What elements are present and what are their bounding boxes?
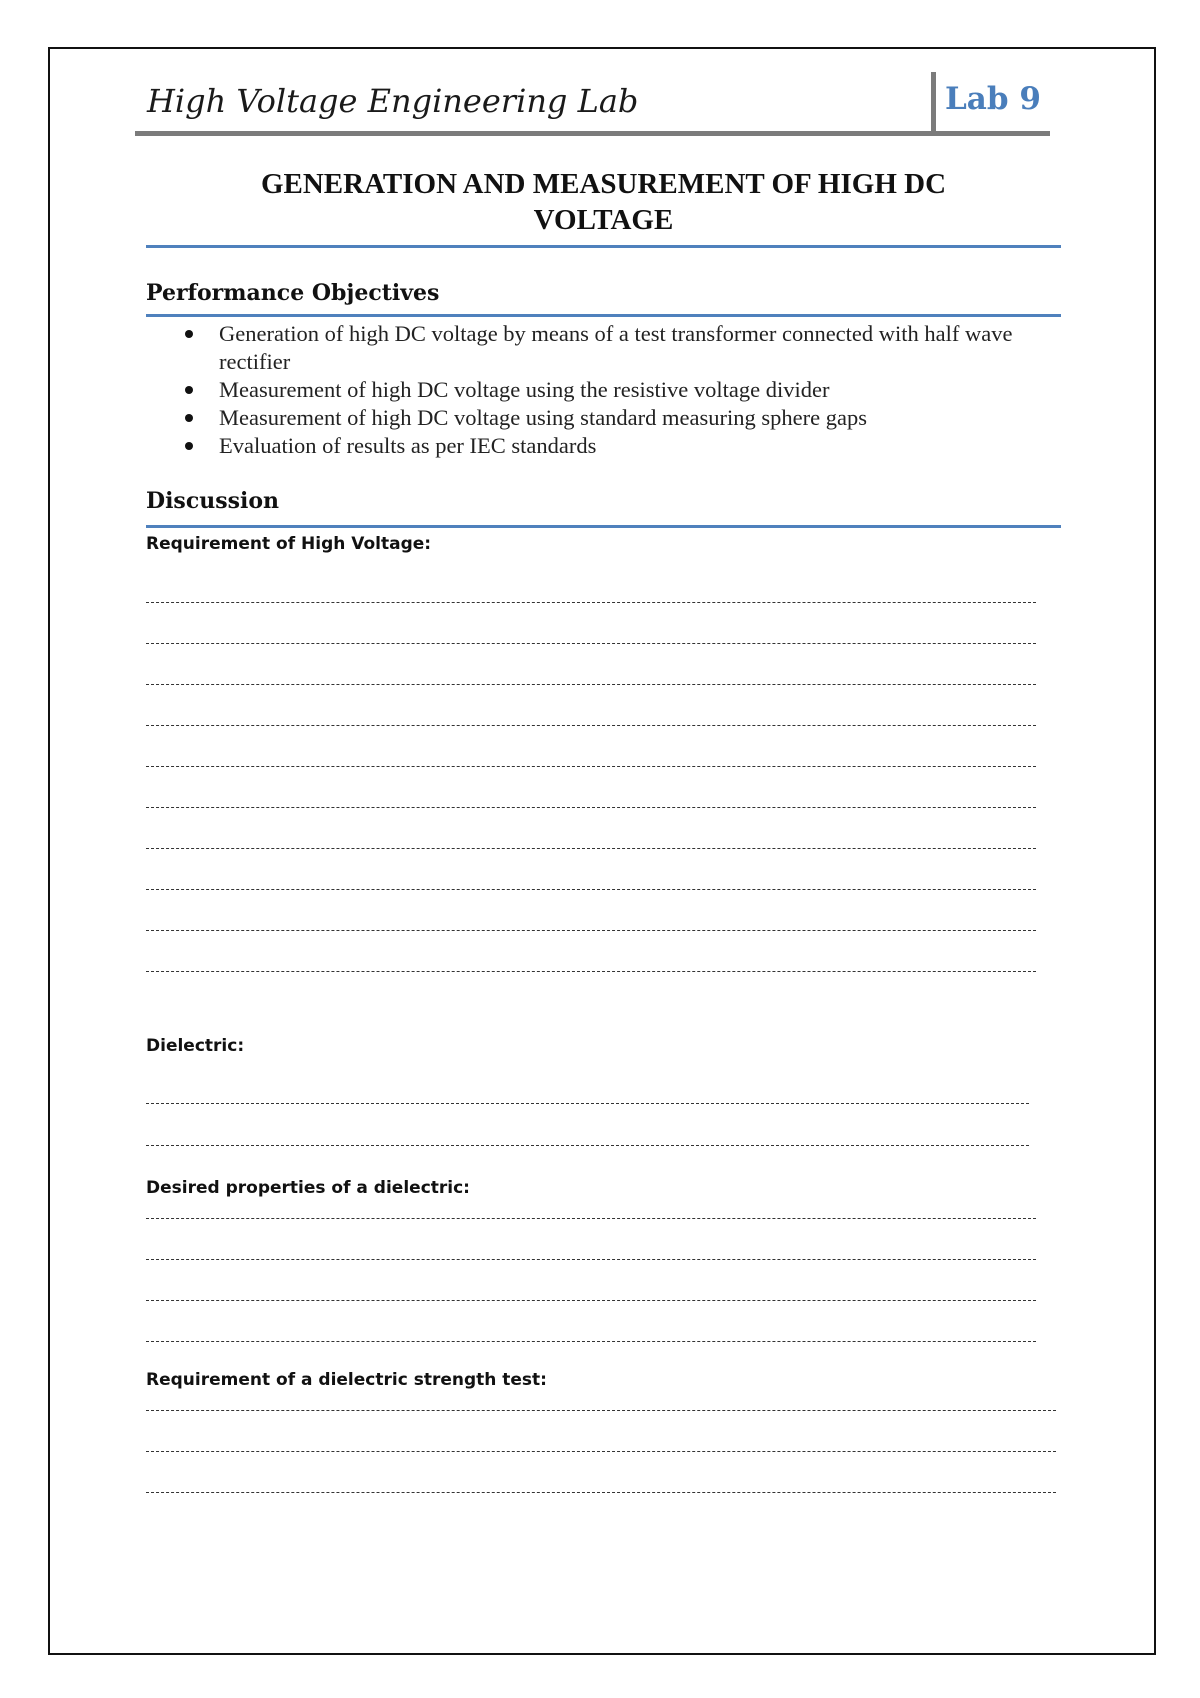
answer-line[interactable] <box>146 643 1036 644</box>
question-label-high-voltage: Requirement of High Voltage: <box>146 534 432 554</box>
objective-text: Measurement of high DC voltage using the resistive voltage divider <box>219 377 830 402</box>
document-title-line-1: GENERATION AND MEASUREMENT OF HIGH DC <box>260 168 947 200</box>
answer-line[interactable] <box>146 1410 1056 1411</box>
question-label-dielectric-strength-test: Requirement of a dielectric strength test: <box>146 1370 547 1390</box>
answer-line[interactable] <box>146 766 1036 767</box>
answer-line[interactable] <box>146 1300 1036 1301</box>
objectives-rule <box>146 314 1061 317</box>
answer-line[interactable] <box>146 1259 1036 1260</box>
discussion-heading: Discussion <box>146 488 280 514</box>
document-title <box>146 166 1061 238</box>
bullet-icon <box>185 386 193 394</box>
answer-line[interactable] <box>146 602 1036 603</box>
bullet-icon <box>185 442 193 450</box>
answer-line[interactable] <box>146 1341 1036 1342</box>
objective-item <box>146 320 1046 376</box>
objective-text: Generation of high DC voltage by means of a test transformer connected with half wave rectifier <box>219 321 1013 374</box>
answer-line[interactable] <box>146 807 1036 808</box>
bullet-icon <box>185 414 193 422</box>
answer-line[interactable] <box>146 848 1036 849</box>
discussion-rule <box>146 525 1061 528</box>
title-rule <box>146 245 1061 248</box>
header-title: High Voltage Engineering Lab <box>147 82 639 120</box>
answer-line[interactable] <box>146 1492 1056 1493</box>
page-header <box>135 68 1050 136</box>
header-divider <box>931 72 936 136</box>
lab-number-label: Lab 9 <box>945 81 1041 117</box>
answer-line[interactable] <box>146 1451 1056 1452</box>
objective-item <box>146 432 1046 460</box>
performance-objectives-heading: Performance Objectives <box>146 280 440 306</box>
answer-line[interactable] <box>146 725 1036 726</box>
objective-text: Measurement of high DC voltage using standard measuring sphere gaps <box>219 405 867 430</box>
objective-item <box>146 404 1046 432</box>
question-label-dielectric-properties: Desired properties of a dielectric: <box>146 1178 470 1198</box>
question-label-dielectric: Dielectric: <box>146 1036 245 1056</box>
answer-line[interactable] <box>146 1145 1029 1146</box>
answer-line[interactable] <box>146 684 1036 685</box>
header-bar <box>135 131 1050 136</box>
answer-line[interactable] <box>146 971 1036 972</box>
objectives-list <box>146 320 1046 460</box>
objective-text: Evaluation of results as per IEC standards <box>219 433 597 458</box>
answer-line[interactable] <box>146 930 1036 931</box>
answer-line[interactable] <box>146 1103 1029 1104</box>
bullet-icon <box>185 330 193 338</box>
objective-item <box>146 376 1046 404</box>
document-title-line-2: VOLTAGE <box>533 204 674 236</box>
answer-line[interactable] <box>146 889 1036 890</box>
answer-line[interactable] <box>146 1218 1036 1219</box>
